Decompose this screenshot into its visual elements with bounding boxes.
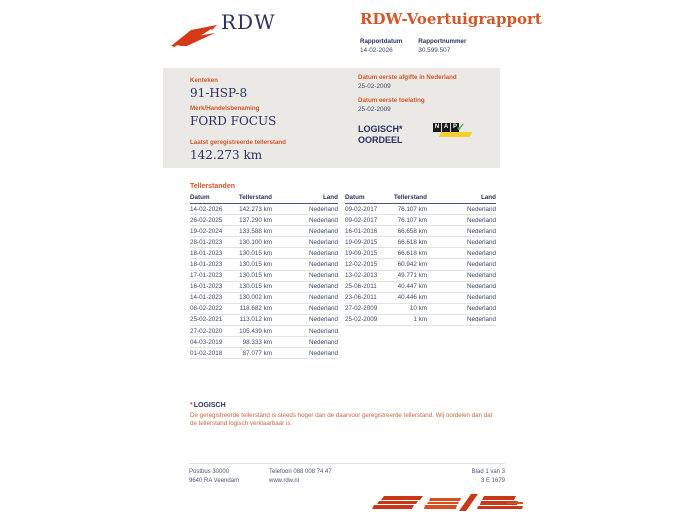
table-row xyxy=(190,237,338,248)
report-date-label: Rapportdatum xyxy=(360,38,403,45)
table-header-row xyxy=(345,192,496,204)
table-cell: Nederland xyxy=(308,338,338,346)
table-cell: Nederland xyxy=(308,227,338,235)
table-cell: 76.107 km xyxy=(397,216,427,224)
table-cell: 25-02-2021 xyxy=(190,316,223,324)
toelating-label: Datum eerste toelating xyxy=(358,97,425,104)
table-cell: Nederland xyxy=(308,238,338,246)
oordeel-line1: LOGISCH* xyxy=(358,124,403,134)
table-row xyxy=(345,226,496,237)
table-cell: 137.290 km xyxy=(239,216,272,224)
table-cell: 130.015 km xyxy=(239,249,272,257)
tellerstand-value: 142.273 km xyxy=(190,148,263,162)
table-cell: 105.439 km xyxy=(239,327,272,335)
vehicle-summary-box xyxy=(163,68,500,168)
table-cell: 113.012 km xyxy=(239,316,272,324)
column-header-land: Land xyxy=(480,194,496,201)
table-cell: 19-02-2024 xyxy=(190,227,223,235)
footer-contact xyxy=(269,468,472,485)
table-cell: 28-01-2023 xyxy=(190,238,223,246)
table-row xyxy=(190,226,338,237)
table-cell: Nederland xyxy=(466,294,496,302)
kenteken-value: 91-HSP-8 xyxy=(190,86,248,100)
vehicle-summary-left xyxy=(190,77,286,167)
table-cell: Nederland xyxy=(466,316,496,324)
table-row xyxy=(190,348,338,359)
table-cell: 17-01-2023 xyxy=(190,272,223,280)
column-header-tellerstand: Tellerstand xyxy=(393,194,427,201)
table-cell: 12-02-2015 xyxy=(345,261,378,269)
table-row xyxy=(190,304,338,315)
table-cell: Nederland xyxy=(308,216,338,224)
table-row xyxy=(345,204,496,215)
table-cell: 25-02-2009 xyxy=(345,316,378,324)
table-cell: 23-06-2011 xyxy=(345,294,377,302)
table-cell: 09-02-2017 xyxy=(345,205,378,213)
table-cell: 27-02-2009 xyxy=(345,305,378,313)
nap-letter-p: P xyxy=(452,124,457,130)
toelating-value: 25-02-2009 xyxy=(358,106,391,113)
table-row xyxy=(190,293,338,304)
table-row xyxy=(345,293,496,304)
footer-page-number: Blad 1 van 3 xyxy=(471,469,505,475)
report-number-label: Rapportnummer xyxy=(418,38,467,45)
column-header-land: Land xyxy=(322,194,338,201)
table-cell: 49.771 km xyxy=(397,272,427,280)
table-cell: 16-01-2023 xyxy=(190,283,223,291)
footer-address-line1: Postbus 30000 xyxy=(189,469,230,475)
nap-checkmark-icon: ✓ xyxy=(456,122,466,134)
table-row xyxy=(190,248,338,259)
footnote-title xyxy=(190,402,500,409)
table-cell: Nederland xyxy=(308,327,338,335)
rdw-logo-text: RDW xyxy=(221,10,276,34)
column-header-datum: Datum xyxy=(190,194,210,201)
table-cell: 14-01-2023 xyxy=(190,294,223,302)
table-row xyxy=(345,237,496,248)
table-cell: Nederland xyxy=(308,283,338,291)
rdw-logo-icon xyxy=(169,19,219,49)
table-cell: 130.002 km xyxy=(239,294,272,302)
afgifte-value: 25-02-2009 xyxy=(358,83,391,90)
page-title: RDW-Voertuigrapport xyxy=(360,10,542,28)
table-cell: Nederland xyxy=(466,238,496,246)
table-cell: 66.658 km xyxy=(397,227,427,235)
table-cell: 04-03-2019 xyxy=(190,338,223,346)
table-row xyxy=(190,282,338,293)
tellerstanden-table-left xyxy=(190,192,338,359)
table-cell: 130.100 km xyxy=(239,238,272,246)
speed-lines-graphic xyxy=(368,489,523,514)
table-cell: 40.446 km xyxy=(397,294,427,302)
table-cell: Nederland xyxy=(466,227,496,235)
column-header-tellerstand: Tellerstand xyxy=(238,194,272,201)
table-cell: Nederland xyxy=(308,316,338,324)
table-header-row xyxy=(190,192,338,204)
nap-logo xyxy=(433,123,473,141)
table-row xyxy=(345,259,496,270)
footnote-body: De geregistreerde tellerstand is steeds hoger dan de daarvoor geregistreerde tellerstand. Wij oordelen dan dat de tellerstand logisch verklaarbaar is. xyxy=(190,412,493,427)
table-row xyxy=(190,315,338,326)
table-cell: 76.107 km xyxy=(397,205,427,213)
footer-form-code: 3 E 1679 xyxy=(480,477,505,484)
footer-address xyxy=(189,468,269,485)
table-cell: 142.273 km xyxy=(239,205,272,213)
tellerstanden-title: Tellerstanden xyxy=(190,183,235,190)
table-cell: 27-02-2020 xyxy=(190,327,223,335)
oordeel-text xyxy=(358,124,498,145)
table-cell: 16-01-2016 xyxy=(345,227,378,235)
table-cell: 60.942 km xyxy=(397,261,427,269)
table-row xyxy=(190,259,338,270)
table-cell: Nederland xyxy=(466,305,496,313)
report-number xyxy=(418,38,466,54)
table-row xyxy=(345,271,496,282)
table-row xyxy=(190,215,338,226)
table-cell: 1 km xyxy=(413,316,427,324)
table-cell: Nederland xyxy=(308,349,338,357)
table-cell: Nederland xyxy=(308,205,338,213)
table-cell: 87.077 km xyxy=(242,349,272,357)
table-cell: 130.015 km xyxy=(239,283,272,291)
table-cell: Nederland xyxy=(466,216,496,224)
table-cell: 08-02-2022 xyxy=(190,305,223,313)
table-row xyxy=(190,271,338,282)
page-footer xyxy=(189,463,505,485)
report-date-value: 14-02-2026 xyxy=(360,47,393,54)
table-cell: 98.333 km xyxy=(242,338,272,346)
table-row xyxy=(345,215,496,226)
nap-letter-a: A xyxy=(443,124,449,130)
table-cell: Nederland xyxy=(466,283,496,291)
table-body xyxy=(190,204,338,359)
kenteken-label: Kenteken xyxy=(190,77,218,84)
table-cell: Nederland xyxy=(466,261,496,269)
table-cell: Nederland xyxy=(308,305,338,313)
table-cell: 40.447 km xyxy=(397,283,427,291)
merk-label: Merk/Handelsbenaming xyxy=(190,105,260,112)
table-cell: 19-09-2015 xyxy=(345,238,378,246)
table-row xyxy=(190,337,338,348)
footer-phone: Telefoon 088 008 74 47 xyxy=(269,469,332,475)
footnote xyxy=(190,402,500,427)
afgifte-label: Datum eerste afgifte in Nederland xyxy=(358,74,457,81)
table-row xyxy=(190,326,338,337)
oordeel-line2: OORDEEL xyxy=(358,134,403,145)
footer-website: www.rdw.nl xyxy=(269,477,300,484)
table-cell: Nederland xyxy=(308,261,338,269)
table-cell: 66.618 km xyxy=(397,238,427,246)
table-cell: 130.015 km xyxy=(239,272,272,280)
table-cell: Nederland xyxy=(466,205,496,213)
table-cell: 10 km xyxy=(409,305,427,313)
table-cell: 18-01-2023 xyxy=(190,261,223,269)
table-row xyxy=(190,204,338,215)
report-meta xyxy=(360,38,466,54)
table-cell: Nederland xyxy=(308,249,338,257)
table-cell: 66.618 km xyxy=(397,249,427,257)
table-cell: Nederland xyxy=(466,272,496,280)
table-cell: 14-02-2026 xyxy=(190,205,223,213)
table-cell: 118.682 km xyxy=(239,305,272,313)
table-row xyxy=(345,248,496,259)
table-cell: 25-06-2011 xyxy=(345,283,377,291)
table-row xyxy=(345,315,496,326)
report-number-value: 30.599.507 xyxy=(418,47,451,54)
merk-value: FORD FOCUS xyxy=(190,114,277,128)
footer-address-line2: 9640 RA Veendam xyxy=(189,477,240,484)
footnote-asterisk: * xyxy=(190,402,193,409)
vehicle-summary-right xyxy=(358,74,498,145)
table-cell: 26-02-2025 xyxy=(190,216,223,224)
table-cell: 13-02-2013 xyxy=(345,272,378,280)
table-cell: 133.588 km xyxy=(239,227,272,235)
table-cell: 19-09-2015 xyxy=(345,249,378,257)
table-body xyxy=(345,204,496,326)
tellerstanden-table-right xyxy=(345,192,496,326)
table-row xyxy=(345,304,496,315)
tellerstand-label: Laatst geregistreerde tellerstand xyxy=(190,139,286,146)
table-cell: Nederland xyxy=(466,249,496,257)
table-cell: Nederland xyxy=(308,272,338,280)
nap-letter-n: N xyxy=(434,124,440,130)
table-cell: 18-01-2023 xyxy=(190,249,223,257)
table-row xyxy=(345,282,496,293)
table-cell: Nederland xyxy=(308,294,338,302)
footer-page-info xyxy=(472,468,505,485)
column-header-datum: Datum xyxy=(345,194,365,201)
table-cell: 09-02-2017 xyxy=(345,216,378,224)
table-cell: 130.015 km xyxy=(239,261,272,269)
report-date xyxy=(360,38,402,54)
footnote-title-text: LOGISCH xyxy=(193,402,226,409)
table-cell: 01-02-2018 xyxy=(190,349,223,357)
